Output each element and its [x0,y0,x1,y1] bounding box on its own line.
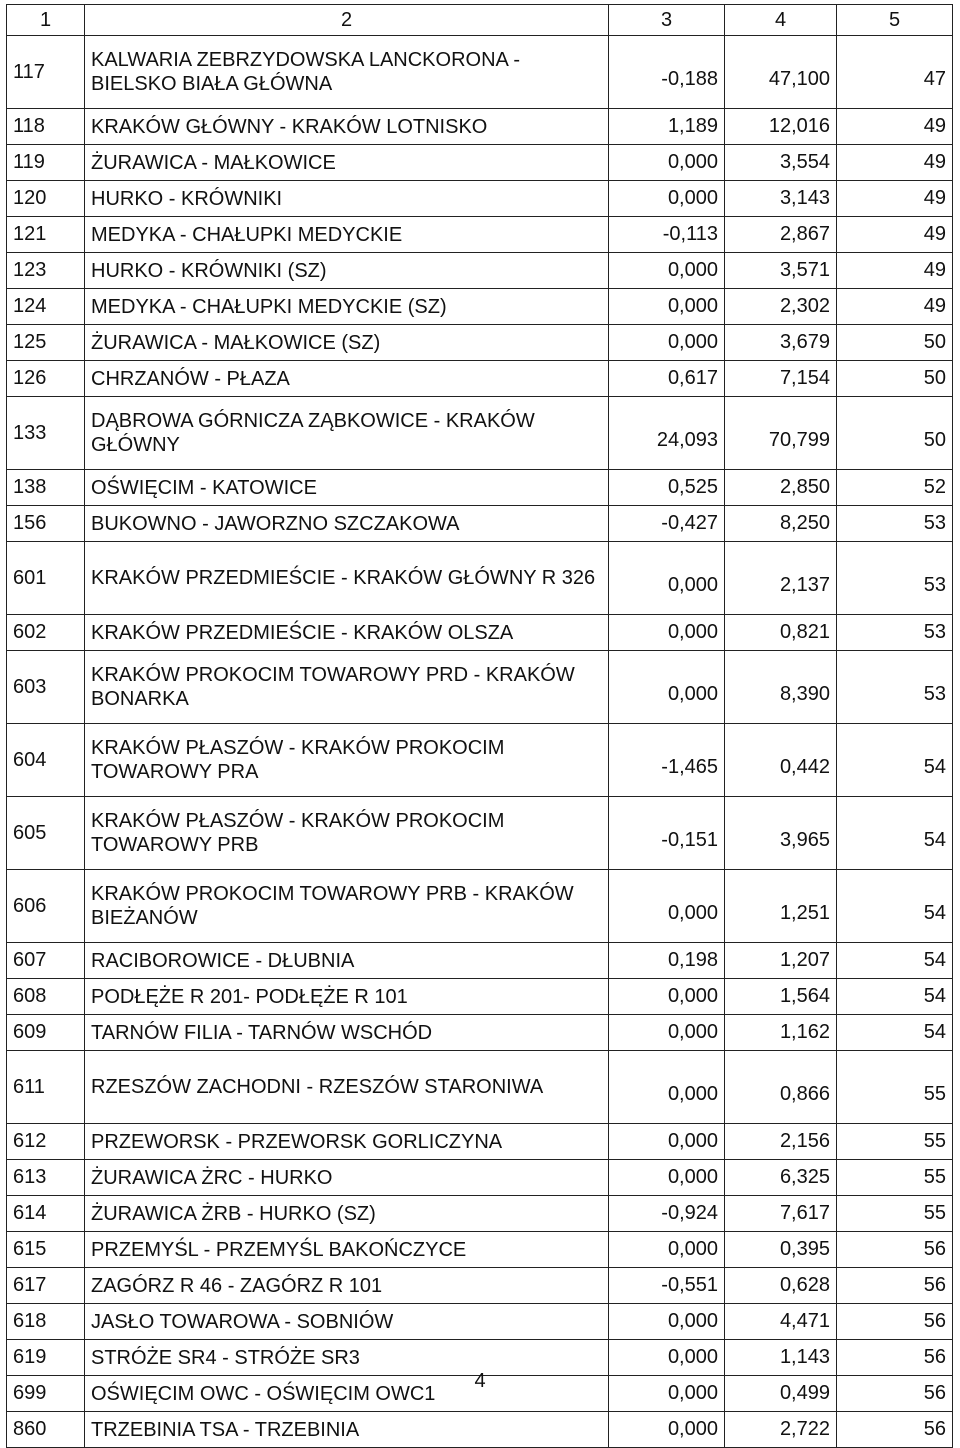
value-col-3: -0,427 [609,506,725,542]
value-col-3: 0,000 [609,181,725,217]
line-number: 138 [7,470,85,506]
table-row [7,1412,953,1448]
value-col-3: 0,000 [609,1160,725,1196]
header-col-5: 5 [837,5,953,36]
table-row [7,217,953,253]
page-number: 4 [474,1370,486,1392]
value-col-3: 0,000 [609,979,725,1015]
value-col-4: 1,207 [725,943,837,979]
line-number: 601 [7,542,85,615]
value-col-3: 0,000 [609,253,725,289]
value-col-3: 0,000 [609,1015,725,1051]
table-row [7,1124,953,1160]
value-col-3: -0,188 [609,36,725,109]
table-row [7,253,953,289]
line-number: 156 [7,506,85,542]
line-number: 607 [7,943,85,979]
value-col-4: 2,156 [725,1124,837,1160]
value-col-4: 8,250 [725,506,837,542]
table-row [7,145,953,181]
table-row [7,397,953,470]
value-col-5: 53 [837,506,953,542]
line-number: 603 [7,651,85,724]
value-col-5: 52 [837,470,953,506]
line-name: BUKOWNO - JAWORZNO SZCZAKOWA [85,506,609,542]
value-col-4: 1,162 [725,1015,837,1051]
value-col-5: 49 [837,181,953,217]
value-col-5: 54 [837,1015,953,1051]
line-name: DĄBROWA GÓRNICZA ZĄBKOWICE - KRAKÓW GŁÓWNY [85,397,609,470]
value-col-4: 2,137 [725,542,837,615]
value-col-5: 49 [837,109,953,145]
line-name: KRAKÓW PRZEDMIEŚCIE - KRAKÓW OLSZA [85,615,609,651]
table-row [7,651,953,724]
value-col-3: -0,113 [609,217,725,253]
line-number: 119 [7,145,85,181]
value-col-4: 4,471 [725,1304,837,1340]
header-col-1: 1 [7,5,85,36]
value-col-5: 50 [837,397,953,470]
value-col-4: 47,100 [725,36,837,109]
table-row [7,1051,953,1124]
value-col-4: 6,325 [725,1160,837,1196]
line-name: ŻURAWICA ŻRC - HURKO [85,1160,609,1196]
value-col-3: 0,000 [609,145,725,181]
line-number: 614 [7,1196,85,1232]
value-col-3: 0,000 [609,289,725,325]
value-col-4: 0,499 [725,1376,837,1412]
value-col-3: 1,189 [609,109,725,145]
table-row [7,1160,953,1196]
line-name: TRZEBINIA TSA - TRZEBINIA [85,1412,609,1448]
table-row [7,615,953,651]
line-name: KRAKÓW PROKOCIM TOWAROWY PRD - KRAKÓW BONARKA [85,651,609,724]
value-col-4: 0,866 [725,1051,837,1124]
value-col-3: 0,000 [609,1340,725,1376]
value-col-3: 0,000 [609,615,725,651]
value-col-3: 0,000 [609,1376,725,1412]
line-name: ŻURAWICA - MAŁKOWICE [85,145,609,181]
value-col-4: 0,395 [725,1232,837,1268]
value-col-5: 54 [837,979,953,1015]
line-name: KRAKÓW PŁASZÓW - KRAKÓW PROKOCIM TOWAROWY PRB [85,797,609,870]
value-col-4: 7,154 [725,361,837,397]
header-col-2: 2 [85,5,609,36]
table-row [7,181,953,217]
line-name: KRAKÓW PROKOCIM TOWAROWY PRB - KRAKÓW BIEŻANÓW [85,870,609,943]
table-row [7,361,953,397]
line-name: KRAKÓW GŁÓWNY - KRAKÓW LOTNISKO [85,109,609,145]
line-name: TARNÓW FILIA - TARNÓW WSCHÓD [85,1015,609,1051]
value-col-5: 53 [837,651,953,724]
value-col-3: 0,000 [609,651,725,724]
value-col-4: 3,679 [725,325,837,361]
value-col-4: 70,799 [725,397,837,470]
line-number: 618 [7,1304,85,1340]
value-col-3: 0,525 [609,470,725,506]
value-col-3: 0,000 [609,870,725,943]
table-row [7,979,953,1015]
value-col-5: 50 [837,325,953,361]
value-col-5: 54 [837,870,953,943]
value-col-4: 8,390 [725,651,837,724]
line-name: MEDYKA - CHAŁUPKI MEDYCKIE [85,217,609,253]
value-col-3: -0,924 [609,1196,725,1232]
value-col-4: 1,564 [725,979,837,1015]
table-row [7,470,953,506]
line-table [6,4,953,1448]
value-col-3: -0,151 [609,797,725,870]
table-row [7,109,953,145]
line-number: 615 [7,1232,85,1268]
line-number: 608 [7,979,85,1015]
line-number: 612 [7,1124,85,1160]
value-col-5: 56 [837,1268,953,1304]
value-col-5: 47 [837,36,953,109]
line-number: 124 [7,289,85,325]
line-number: 120 [7,181,85,217]
line-name: RZESZÓW ZACHODNI - RZESZÓW STARONIWA [85,1051,609,1124]
line-number: 604 [7,724,85,797]
line-name: HURKO - KRÓWNIKI [85,181,609,217]
line-number: 118 [7,109,85,145]
table-row [7,1196,953,1232]
value-col-4: 2,302 [725,289,837,325]
line-name: KRAKÓW PŁASZÓW - KRAKÓW PROKOCIM TOWAROWY PRA [85,724,609,797]
value-col-4: 3,143 [725,181,837,217]
value-col-5: 53 [837,542,953,615]
value-col-4: 3,571 [725,253,837,289]
value-col-3: 0,000 [609,1412,725,1448]
value-col-5: 49 [837,289,953,325]
line-name: CHRZANÓW - PŁAZA [85,361,609,397]
value-col-3: -0,551 [609,1268,725,1304]
value-col-5: 55 [837,1124,953,1160]
value-col-5: 55 [837,1196,953,1232]
table-row [7,1015,953,1051]
table-row [7,1232,953,1268]
value-col-3: 0,000 [609,1304,725,1340]
header-col-3: 3 [609,5,725,36]
line-number: 605 [7,797,85,870]
value-col-4: 1,143 [725,1340,837,1376]
value-col-4: 12,016 [725,109,837,145]
line-number: 125 [7,325,85,361]
table-header-row [7,5,953,36]
value-col-3: -1,465 [609,724,725,797]
table-row [7,943,953,979]
value-col-4: 7,617 [725,1196,837,1232]
value-col-5: 53 [837,615,953,651]
table-row [7,36,953,109]
value-col-4: 1,251 [725,870,837,943]
line-name: ZAGÓRZ R 46 - ZAGÓRZ R 101 [85,1268,609,1304]
line-number: 613 [7,1160,85,1196]
line-name: PRZEMYŚL - PRZEMYŚL BAKOŃCZYCE [85,1232,609,1268]
value-col-3: 0,000 [609,1124,725,1160]
header-col-4: 4 [725,5,837,36]
table-body [7,36,953,1448]
value-col-5: 56 [837,1304,953,1340]
table-row [7,1268,953,1304]
line-name: JASŁO TOWAROWA - SOBNIÓW [85,1304,609,1340]
line-number: 860 [7,1412,85,1448]
line-name: PRZEWORSK - PRZEWORSK GORLICZYNA [85,1124,609,1160]
value-col-5: 55 [837,1160,953,1196]
table-row [7,1304,953,1340]
value-col-5: 56 [837,1232,953,1268]
line-number: 617 [7,1268,85,1304]
table-row [7,506,953,542]
value-col-5: 50 [837,361,953,397]
value-col-4: 3,965 [725,797,837,870]
value-col-3: 0,000 [609,325,725,361]
value-col-3: 0,000 [609,1232,725,1268]
value-col-4: 2,850 [725,470,837,506]
value-col-4: 0,628 [725,1268,837,1304]
table-row [7,542,953,615]
value-col-5: 54 [837,724,953,797]
line-number: 609 [7,1015,85,1051]
line-name: KRAKÓW PRZEDMIEŚCIE - KRAKÓW GŁÓWNY R 326 [85,542,609,615]
value-col-4: 3,554 [725,145,837,181]
value-col-5: 49 [837,145,953,181]
value-col-3: 0,000 [609,542,725,615]
table-row [7,724,953,797]
value-col-3: 24,093 [609,397,725,470]
value-col-3: 0,617 [609,361,725,397]
line-number: 123 [7,253,85,289]
value-col-4: 0,821 [725,615,837,651]
line-name: ŻURAWICA - MAŁKOWICE (SZ) [85,325,609,361]
value-col-5: 49 [837,253,953,289]
value-col-5: 56 [837,1376,953,1412]
value-col-5: 49 [837,217,953,253]
line-name: HURKO - KRÓWNIKI (SZ) [85,253,609,289]
table-row [7,289,953,325]
value-col-3: 0,198 [609,943,725,979]
line-number: 126 [7,361,85,397]
value-col-5: 55 [837,1051,953,1124]
line-number: 611 [7,1051,85,1124]
value-col-4: 2,722 [725,1412,837,1448]
table-row [7,870,953,943]
value-col-4: 2,867 [725,217,837,253]
table-row [7,797,953,870]
line-number: 699 [7,1376,85,1412]
value-col-5: 56 [837,1340,953,1376]
value-col-5: 54 [837,797,953,870]
line-number: 121 [7,217,85,253]
line-name: OŚWIĘCIM OWC - OŚWIĘCIM OWC1 [85,1376,609,1412]
line-name: KALWARIA ZEBRZYDOWSKA LANCKORONA - BIELSKO BIAŁA GŁÓWNA [85,36,609,109]
value-col-4: 0,442 [725,724,837,797]
line-name: STRÓŻE SR4 - STRÓŻE SR3 [85,1340,609,1376]
line-number: 117 [7,36,85,109]
line-number: 619 [7,1340,85,1376]
line-number: 133 [7,397,85,470]
value-col-3: 0,000 [609,1051,725,1124]
line-name: ŻURAWICA ŻRB - HURKO (SZ) [85,1196,609,1232]
line-name: PODŁĘŻE R 201- PODŁĘŻE R 101 [85,979,609,1015]
line-number: 602 [7,615,85,651]
line-name: OŚWIĘCIM - KATOWICE [85,470,609,506]
value-col-5: 54 [837,943,953,979]
line-name: RACIBOROWICE - DŁUBNIA [85,943,609,979]
value-col-5: 56 [837,1412,953,1448]
table-row [7,325,953,361]
line-number: 606 [7,870,85,943]
line-name: MEDYKA - CHAŁUPKI MEDYCKIE (SZ) [85,289,609,325]
